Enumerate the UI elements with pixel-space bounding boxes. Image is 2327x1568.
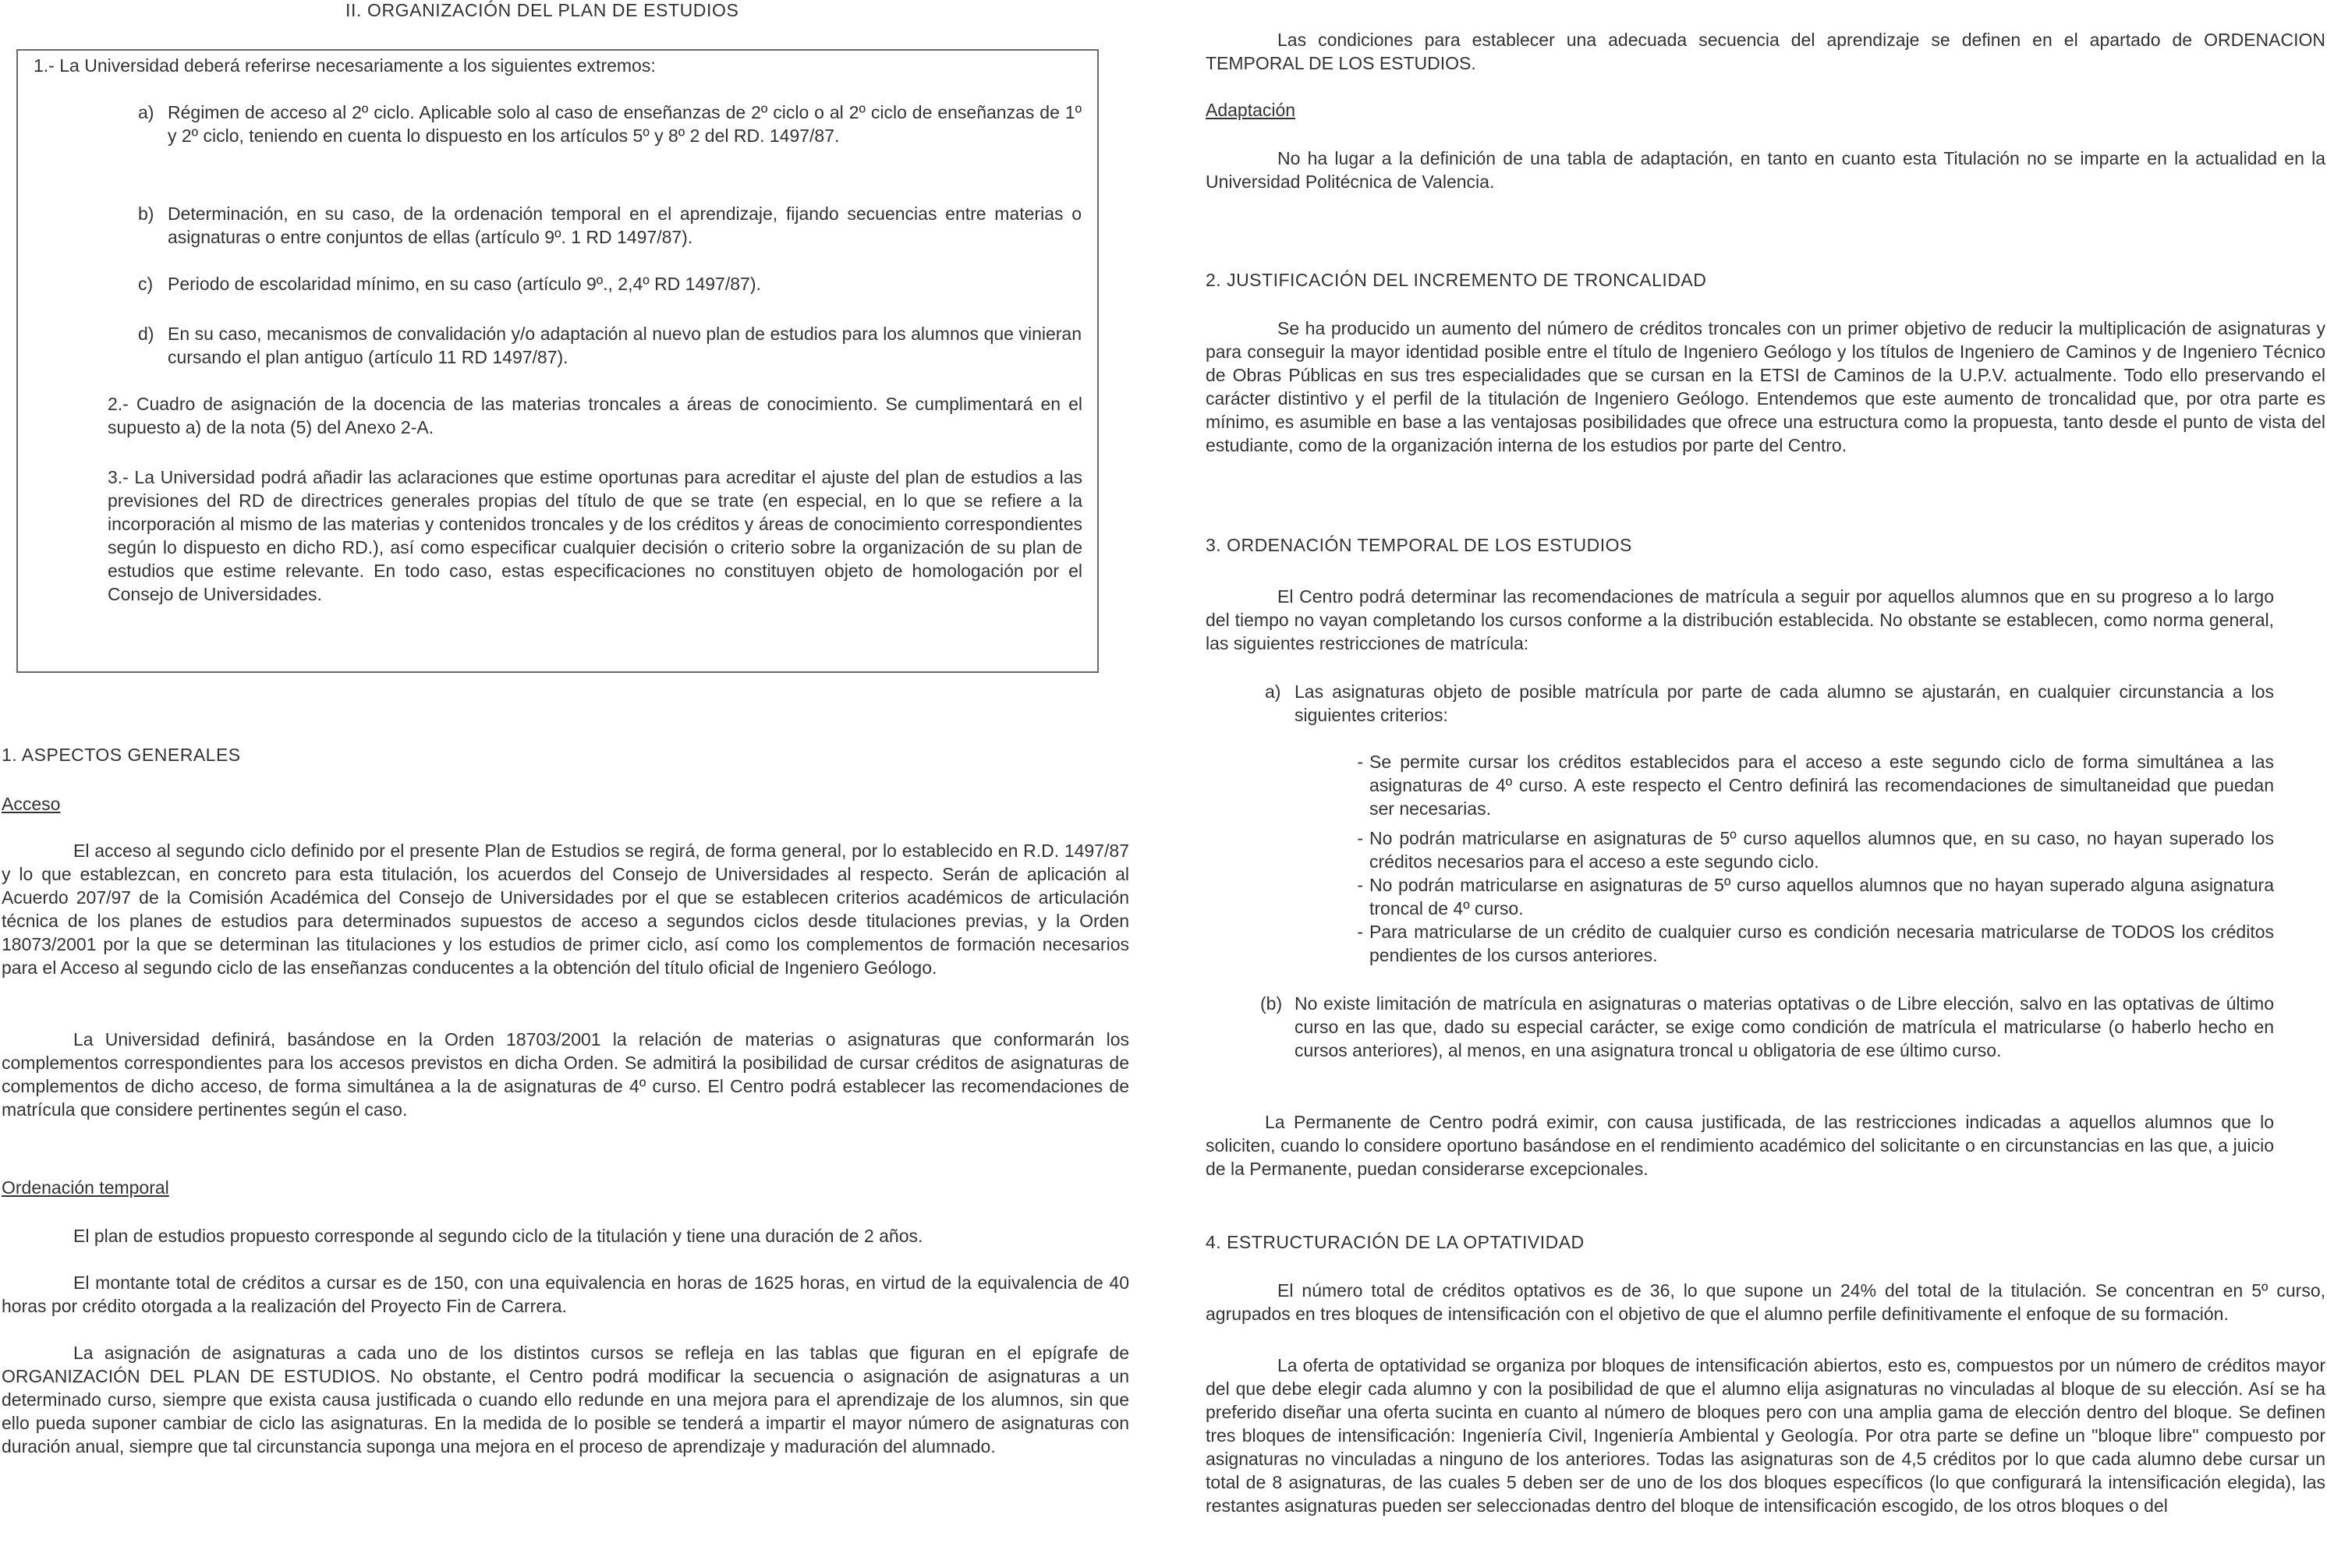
adaptacion-paragraph: No ha lugar a la definición de una tabla de adaptación, en tanto en cuanto esta Titulación no se imparte en la actualidad en la Universidad Politécnica de Valencia. (1206, 148, 2325, 192)
instructions-box (16, 49, 1099, 673)
ordenacion-paragraph-3: La asignación de asignaturas a cada uno de los distintos cursos se refleja en las tablas que figuran en el epígrafe de ORGANIZACIÓN DEL PLAN DE ESTUDIOS. No obstante, el Centro podrá modificar la secuencia o asignación de asignaturas a un determinado curso, siempre que exista causa justificada o cuando ello redunde en una mejora para el aprendizaje de los alumnos, sin que ello pueda suponer cambiar de ciclo las asignaturas. En la medida de lo posible se tenderá a impartir el mayor número de asignaturas con duración anual, siempre que tal circunstancia suponga una mejora en el proceso de aprendizaje y maduración del alumnado. (2, 1343, 1129, 1457)
acceso-paragraph-1: El acceso al segundo ciclo definido por el presente Plan de Estudios se regirá, de forma general, por lo establecido en R.D. 1497/87 y lo que establezcan, en concreto para esta titulación, los acuerdos del Consejo de Universidades al respecto. Serán de aplicación al Acuerdo 207/97 de la Comisión Académica del Consejo de Universidades por el que se establecen criterios académicos de articulación técnica de los planes de estudios para determinados supuestos de acceso a segundos ciclos desde titulaciones previas, y la Orden 18073/2001 por la que se determinan las titulaciones y los estudios de primer ciclo, así como los complementos de formación necesarios para el Acceso al segundo ciclo de las enseñanzas conducentes a la obtención del título oficial de Ingeniero Geólogo. (2, 841, 1129, 978)
ordenacion-heading: Ordenación temporal (2, 1177, 169, 1198)
box-item-c (138, 272, 1082, 296)
adaptacion-heading: Adaptación (1206, 100, 1296, 120)
permanente-paragraph: La Permanente de Centro podrá eximir, con causa justificada, de las restricciones indicadas a aquellos alumnos que lo soliciten, cuando lo considere oportuno basándose en el rendimiento académico del solicitante o en circunstancias en las que, a juicio de la Permanente, puedan considerarse excepcionales. (1206, 1112, 2274, 1179)
criterion-item: - Para matricularse de un crédito de cualquier curso es condición necesaria matricularse de TODOS los créditos pendientes de los cursos anteriores. (1357, 922, 2274, 965)
restriction-label: a) (1265, 681, 1281, 702)
section-1-title: 1. ASPECTOS GENERALES (2, 745, 241, 765)
section-2-paragraph: Se ha producido un aumento del número de créditos troncales con un primer objetivo de reducir la multiplicación de asignaturas y para conseguir la mayor identidad posible entre el título de Ingeniero Geólogo y los títulos de Ingeniero de Caminos y de Ingeniero Técnico de Obras Públicas en sus tres especialidades que se cursan en la ETSI de Caminos de la U.P.V. actualmente. Todo ello preservando el carácter distintivo y el perfil de la titulación de Ingeniero Geólogo. Entendemos que este aumento de troncalidad que, por otra parte es mínimo, es asumible en base a las ventajosas posibilidades que ofrece una estructura como la propuesta, tanto desde el punto de vista del estudiante, como de la organización interna de los estudios por parte del Centro. (1206, 318, 2325, 455)
ordenacion-paragraph-2: El montante total de créditos a cursar es de 150, con una equivalencia en horas de 1625 horas, en virtud de la equivalencia de 40 horas por crédito otorgada a la realización del Proyecto Fin de Carrera. (2, 1272, 1129, 1316)
box-item-text: En su caso, mecanismos de convalidación y/o adaptación al nuevo plan de estudios para los alumnos que vinieran cursando el plan antiguo (artículo 11 RD 1497/87). (168, 324, 1082, 367)
criterion-text: Para matricularse de un crédito de cualquier curso es condición necesaria matricularse de TODOS los créditos pendientes de los cursos anteriores. (1369, 922, 2274, 965)
criterion-text: No podrán matricularse en asignaturas de 5º curso aquellos alumnos que no hayan superado alguna asignatura troncal de 4º curso. (1369, 875, 2274, 919)
restriction-a (1265, 680, 2274, 727)
restriction-text: No existe limitación de matrícula en asignaturas o materias optativas o de Libre elección, salvo en las optativas de último curso en las que, dado su especial carácter, se exige como condición de matrícula el matricularse (o haberlo hecho en cursos anteriores), al menos, en una asignatura troncal u obligatoria de ese último curso. (1295, 993, 2274, 1060)
section-4-paragraph-1: El número total de créditos optativos es de 36, lo que supone un 24% del total de la titulación. Se concentran en 5º curso, agrupados en tres bloques de intensificación con el objetivo de que el alumno perfile definitivamente el enfoque de su formación. (1206, 1280, 2325, 1324)
box-para-2: 2.- Cuadro de asignación de la docencia de las materias troncales a áreas de conocimiento. Se cumplimentará en el supuesto a) de la nota (5) del Anexo 2-A. (108, 394, 1082, 437)
box-intro: 1.- La Universidad deberá referirse necesariamente a los siguientes extremos: (34, 55, 656, 76)
criterion-item: - No podrán matricularse en asignaturas de 5º curso aquellos alumnos que no hayan superado alguna asignatura troncal de 4º curso. (1357, 875, 2274, 919)
criterion-text: No podrán matricularse en asignaturas de 5º curso aquellos alumnos que, en su caso, no hayan superado los créditos necesarios para el acceso a este segundo ciclo. (1369, 828, 2274, 872)
box-item-text: Régimen de acceso al 2º ciclo. Aplicable solo al caso de enseñanzas de 2º ciclo o al 2º ciclo de enseñanzas de 1º y 2º ciclo, teniendo en cuenta lo dispuesto en los artículos 5º y 8º 2 del RD. 1497/87. (168, 102, 1082, 146)
conditions-paragraph: Las condiciones para establecer una adecuada secuencia del aprendizaje se definen en el apartado de ORDENACION TEMPORAL DE LOS ESTUDIOS. (1206, 30, 2325, 73)
restriction-b (1260, 992, 2274, 1062)
box-item-d (138, 322, 1082, 369)
box-item-label: c) (138, 274, 154, 294)
restriction-label: (b) (1260, 993, 1283, 1014)
ordenacion-paragraph-1: El plan de estudios propuesto corresponde al segundo ciclo de la titulación y tiene una duración de 2 años. (73, 1226, 923, 1246)
criterion-item: - No podrán matricularse en asignaturas de 5º curso aquellos alumnos que, en su caso, no hayan superado los créditos necesarios para el acceso a este segundo ciclo. (1357, 828, 2274, 872)
section-4-title: 4. ESTRUCTURACIÓN DE LA OPTATIVIDAD (1206, 1232, 1585, 1252)
box-para-3: 3.- La Universidad podrá añadir las aclaraciones que estime oportunas para acreditar el ajuste del plan de estudios a las previsiones del RD de directrices generales propias del título de que se trate (en especial, en lo que se refiere a la incorporación al mismo de las materias y contenidos troncales y de los créditos y áreas de conocimiento correspondientes según lo dispuesto en dicho RD.), así como especificar cualquier decisión o criterio sobre la organización de su plan de estudios que estime relevante. En todo caso, estas especificaciones no constituyen objeto de homologación por el Consejo de Universidades. (108, 467, 1082, 604)
criterion-item: - Se permite cursar los créditos establecidos para el acceso a este segundo ciclo de forma simultánea a las asignaturas de 4º curso. A este respecto el Centro definirá las recomendaciones de simultaneidad que puedan ser necesarias. (1357, 752, 2274, 819)
box-item-b (138, 202, 1082, 249)
criterion-text: Se permite cursar los créditos establecidos para el acceso a este segundo ciclo de forma simultánea a las asignaturas de 4º curso. A este respecto el Centro definirá las recomendaciones de simultaneidad que puedan ser necesarias. (1369, 752, 2274, 819)
section-3-title: 3. ORDENACIÓN TEMPORAL DE LOS ESTUDIOS (1206, 535, 1632, 555)
acceso-paragraph-2: La Universidad definirá, basándose en la Orden 18703/2001 la relación de materias o asignaturas que conformarán los complementos correspondientes para los accesos previstos en dicha Orden. Se admitirá la posibilidad de cursar créditos de asignaturas de complementos de dicho acceso, de forma simultánea a la de asignaturas de 4º curso. El Centro podrá establecer las recomendaciones de matrícula que considere pertinentes según el caso. (2, 1029, 1129, 1120)
section-2-title: 2. JUSTIFICACIÓN DEL INCREMENTO DE TRONCALIDAD (1206, 270, 1707, 290)
restriction-text: Las asignaturas objeto de posible matrícula por parte de cada alumno se ajustarán, en cualquier circunstancia a los siguientes criterios: (1295, 681, 2274, 725)
section-4-paragraph-2: La oferta de optatividad se organiza por bloques de intensificación abiertos, esto es, compuestos por un número de créditos mayor del que debe elegir cada alumno y con la posibilidad de que el alumno elija asignaturas no vinculadas al bloque de su elección. Así se ha preferido diseñar una oferta sucinta en cuanto al número de bloques pero con una amplia gama de elección dentro del bloque. Se definen tres bloques de intensificación: Ingeniería Civil, Ingeniería Ambiental y Geología. Por otra parte se define un "bloque libre" compuesto por asignaturas no vinculadas a ninguno de los anteriores. Todas las asignaturas son de 4,5 créditos por lo que cada alumno debe cursar un total de 8 asignaturas, de las cuales 5 deben ser de uno de los dos bloques específicos (lo que configurará la intensificación elegida), las restantes asignaturas pueden ser seleccionadas dentro del bloque de intensificación escogido, de los otros bloques o del (1206, 1355, 2325, 1516)
section-3-paragraph: El Centro podrá determinar las recomendaciones de matrícula a seguir por aquellos alumnos que en su progreso a lo largo del tiempo no vayan completando los cursos conforme a la distribución establecida. No obstante se establecen, como norma general, las siguientes restricciones de matrícula: (1206, 586, 2274, 653)
box-item-label: d) (138, 324, 154, 344)
box-item-label: b) (138, 204, 154, 224)
box-item-text: Determinación, en su caso, de la ordenación temporal en el aprendizaje, fijando secuencias entre materias o asignaturas o entre conjuntos de ellas (artículo 9º. 1 RD 1497/87). (168, 204, 1082, 247)
box-item-label: a) (138, 102, 154, 122)
acceso-heading: Acceso (2, 794, 61, 814)
box-item-text: Periodo de escolaridad mínimo, en su caso (artículo 9º., 2,4º RD 1497/87). (168, 274, 761, 294)
page-heading: II. ORGANIZACIÓN DEL PLAN DE ESTUDIOS (345, 0, 739, 20)
box-item-a (138, 101, 1082, 147)
